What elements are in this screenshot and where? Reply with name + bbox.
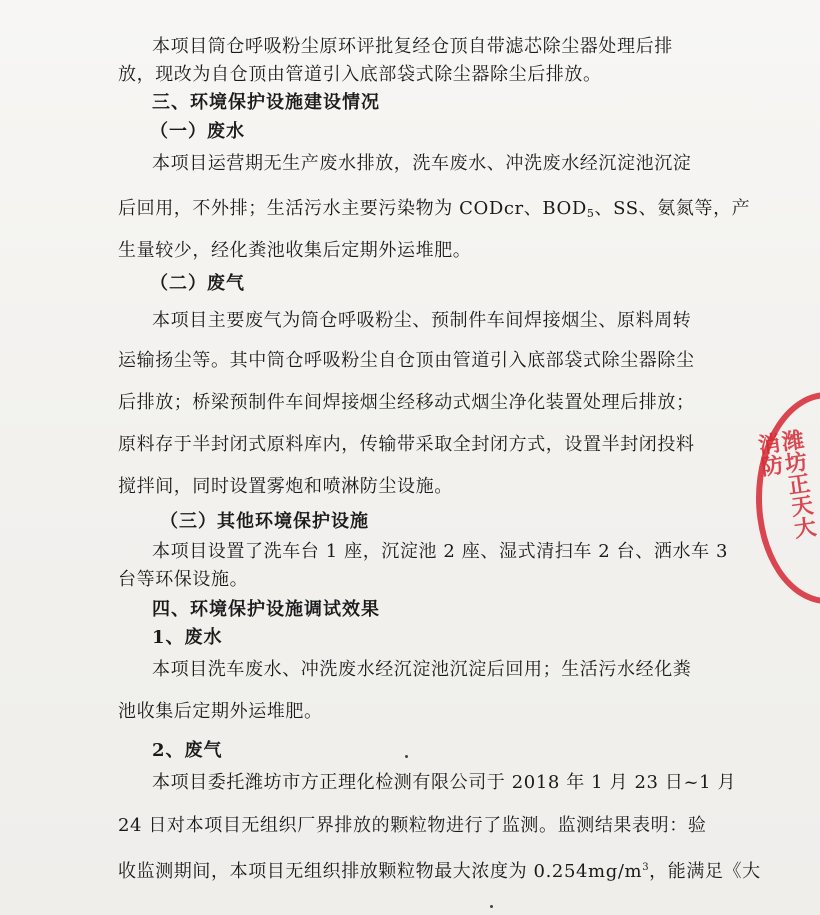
text-line: 生量较少，经化粪池收集后定期外运堆肥。 — [118, 240, 472, 261]
text-line: 运输扬尘等。其中筒仓呼吸粉尘自仓顶由管道引入底部袋式除尘器除尘 — [118, 350, 695, 371]
text-line: 本项目主要废气为筒仓呼吸粉尘、预制件车间焊接烟尘、原料周转 — [152, 310, 692, 331]
text-segment: 后回用，不外排；生活污水主要污染物为 CODcr、BOD — [118, 198, 587, 219]
text-line: 本项目设置了洗车台 1 座，沉淀池 2 座、湿式清扫车 2 台、洒水车 3 — [152, 541, 729, 562]
text-segment: 收监测期间，本项目无组织排放颗粒物最大浓度为 0.254mg/m — [118, 861, 643, 882]
text-line: 原料存于半封闭式原料库内，传输带采取全封闭方式，设置半封闭投料 — [118, 434, 695, 455]
text-line: 放，现改为自仓顶由管道引入底部袋式除尘器除尘后排放。 — [118, 64, 602, 85]
subsection-heading: （一）废水 — [150, 121, 245, 142]
text-line: 本项目筒仓呼吸粉尘原环评批复经仓顶自带滤芯除尘器处理后排 — [152, 36, 673, 57]
text-segment: ，能满足《大 — [649, 861, 761, 882]
text-line: 本项目运营期无生产废水排放，洗车废水、冲洗废水经沉淀池沉淀 — [152, 153, 692, 174]
speck — [405, 755, 408, 758]
text-line: 本项目洗车废水、冲洗废水经沉淀池沉淀后回用；生活污水经化粪 — [152, 659, 692, 680]
text-segment: 、SS、氨氮等，产 — [594, 198, 751, 219]
subsection-heading: （三）其他环境保护设施 — [160, 511, 369, 532]
section-heading: 三、环境保护设施建设情况 — [152, 92, 380, 113]
subsection-heading: （二）废气 — [150, 273, 245, 294]
seal-text: 潍坊正天大消防 — [753, 427, 818, 541]
text-line-with-subscript — [118, 198, 751, 225]
text-line: 台等环保设施。 — [118, 569, 249, 590]
text-line: 24 日对本项目无组织厂界排放的颗粒物进行了监测。监测结果表明：验 — [118, 815, 707, 836]
section-heading: 四、环境保护设施调试效果 — [152, 599, 380, 620]
speck — [490, 905, 493, 908]
subsection-heading: 1、废水 — [152, 627, 223, 648]
subsection-heading: 2、废气 — [152, 740, 223, 761]
text-line: 本项目委托潍坊市方正理化检测有限公司于 2018 年 1 月 23 日~1 月 — [152, 772, 737, 793]
subscript: 5 — [586, 207, 595, 220]
text-line: 搅拌间，同时设置雾炮和喷淋防尘设施。 — [118, 476, 453, 497]
text-line: 池收集后定期外运堆肥。 — [118, 701, 323, 722]
text-line-with-superscript — [118, 857, 761, 883]
text-line: 后排放；桥梁预制件车间焊接烟尘经移动式烟尘净化装置处理后排放； — [118, 392, 695, 413]
superscript: 3 — [642, 862, 650, 873]
